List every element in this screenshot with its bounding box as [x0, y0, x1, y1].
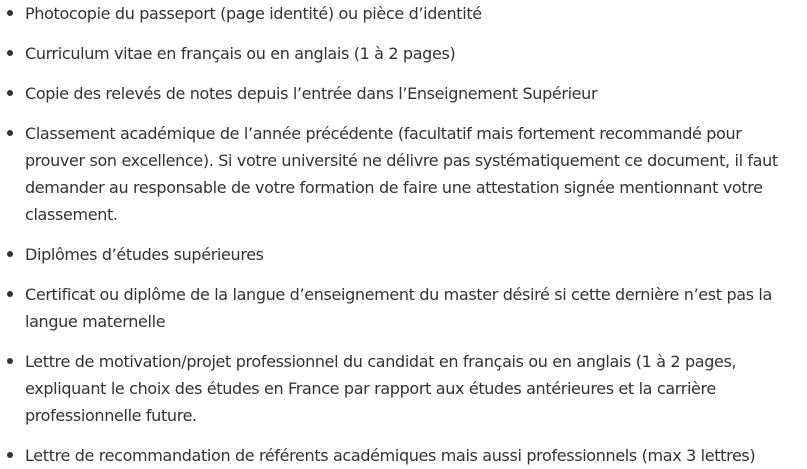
list-item-text: Lettre de motivation/projet professionnel du candidat en français ou en anglais (1 à 2 pages, expliquant le choix des études en France par rapport aux études antérieures et la carrière professionnelle future. [25, 352, 737, 425]
list-item-text: Curriculum vitae en français ou en anglais (1 à 2 pages) [25, 44, 456, 63]
list-item-text: Lettre de recommandation de référents académiques mais aussi professionnels (max 3 lettres) [25, 446, 756, 465]
list-item [25, 120, 800, 228]
list-item [25, 40, 800, 67]
list-item-text: Copie des relevés de notes depuis l’entrée dans l’Enseignement Supérieur [25, 84, 598, 103]
list-item [25, 442, 800, 469]
bullet-icon [7, 291, 13, 297]
bullet-icon [7, 452, 13, 458]
list-item-text: Classement académique de l’année précédente (facultatif mais fortement recommandé pour prouver son excellence). Si votre université ne délivre pas systématiquement ce document, il faut demander au responsable de votre formation de faire une attestation signée mentionnant votre classement. [25, 124, 778, 224]
list-item [25, 241, 800, 268]
list-item [25, 80, 800, 107]
bullet-icon [7, 90, 13, 96]
bullet-icon [7, 251, 13, 257]
list-item [25, 0, 800, 27]
bullet-icon [7, 10, 13, 16]
bullet-icon [7, 358, 13, 364]
bullet-icon [7, 50, 13, 56]
list-item-text: Certificat ou diplôme de la langue d’enseignement du master désiré si cette dernière n’est pas la langue maternelle [25, 285, 772, 331]
bullet-icon [7, 130, 13, 136]
list-item-text: Diplômes d’études supérieures [25, 245, 264, 264]
list-item-text: Photocopie du passeport (page identité) ou pièce d’identité [25, 4, 482, 23]
list-item [25, 281, 800, 335]
list-item [25, 348, 800, 429]
